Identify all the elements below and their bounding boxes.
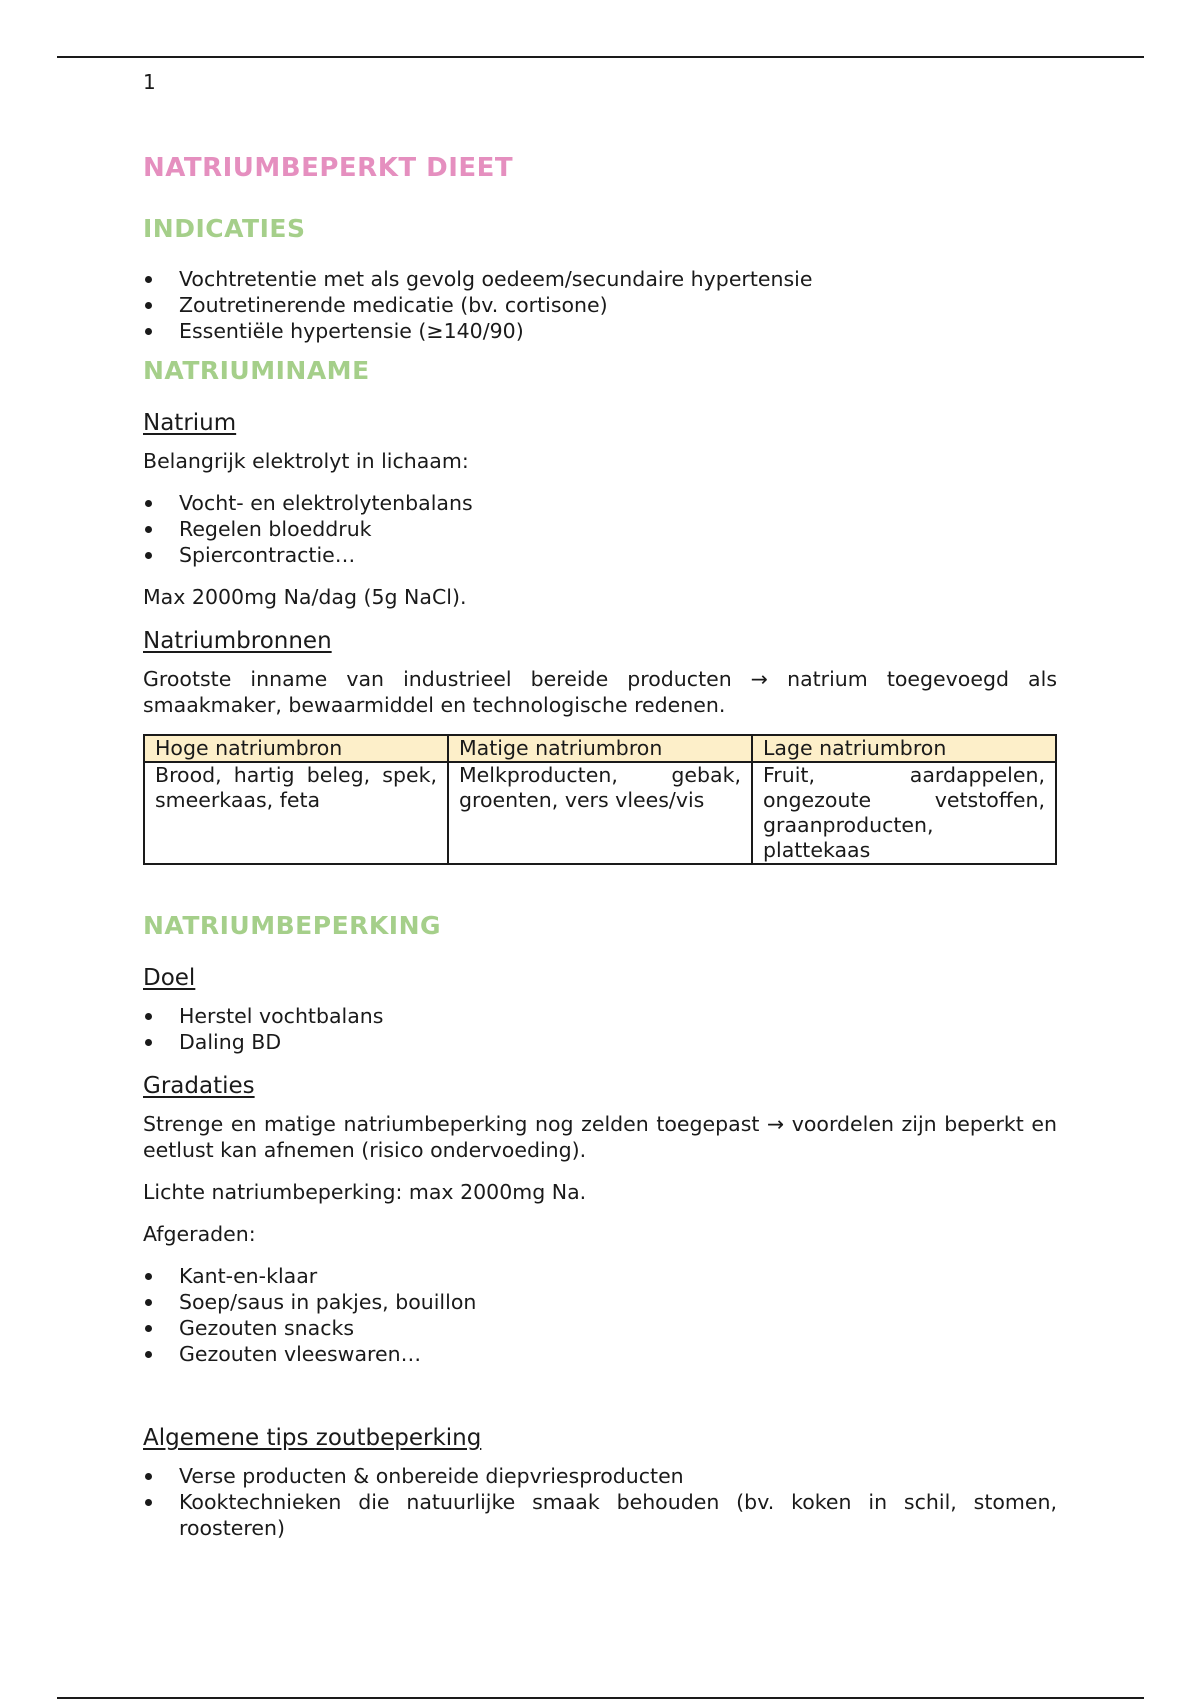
footer-rule xyxy=(57,1697,1144,1699)
tips-list xyxy=(143,1463,1057,1541)
subheading-gradaties: Gradaties xyxy=(143,1073,255,1099)
list-item: Gezouten vleeswaren… xyxy=(143,1341,1057,1367)
afgeraden-list xyxy=(143,1263,1057,1367)
list-item: Vochtretentie met als gevolg oedeem/secundaire hypertensie xyxy=(143,266,1057,292)
subheading-doel: Doel xyxy=(143,965,196,991)
list-item: Gezouten snacks xyxy=(143,1315,1057,1341)
list-item: Verse producten & onbereide diepvriesproducten xyxy=(143,1463,1057,1489)
subheading-natriumbronnen: Natriumbronnen xyxy=(143,628,332,654)
list-item: Regelen bloeddruk xyxy=(143,516,1057,542)
natrium-max: Max 2000mg Na/dag (5g NaCl). xyxy=(143,585,467,609)
list-item: Herstel vochtbalans xyxy=(143,1003,1057,1029)
table-cell-matig: Melkproducten, gebak, groenten, vers vlees/vis xyxy=(448,762,752,864)
natriumbronnen-table xyxy=(143,734,1057,865)
table-header-row xyxy=(144,735,1056,762)
list-item: Essentiële hypertensie (≥140/90) xyxy=(143,318,1057,344)
section-heading-indicaties: INDICATIES xyxy=(143,214,306,243)
indicaties-list xyxy=(143,266,1057,344)
table-header-laag: Lage natriumbron xyxy=(752,735,1056,762)
natriumbronnen-text: Grootste inname van industrieel bereide producten → natrium toegevoegd als smaakmaker, bewaarmiddel en technologische redenen. xyxy=(143,667,1057,717)
subheading-natrium: Natrium xyxy=(143,410,237,436)
gradaties-lichte: Lichte natriumbeperking: max 2000mg Na. xyxy=(143,1180,587,1204)
natrium-intro: Belangrijk elektrolyt in lichaam: xyxy=(143,449,469,473)
document-title: NATRIUMBEPERKT DIEET xyxy=(143,153,514,183)
list-item: Kant-en-klaar xyxy=(143,1263,1057,1289)
natrium-list xyxy=(143,490,1057,568)
list-item: Vocht- en elektrolytenbalans xyxy=(143,490,1057,516)
table-cell-laag: Fruit, aardappelen, ongezoute vetstoffen, graanproducten, plattekaas xyxy=(752,762,1056,864)
list-item: Soep/saus in pakjes, bouillon xyxy=(143,1289,1057,1315)
table-row xyxy=(144,762,1056,864)
doel-list xyxy=(143,1003,1057,1055)
table-cell-hoog: Brood, hartig beleg, spek, smeerkaas, feta xyxy=(144,762,448,864)
spacer xyxy=(143,1383,1057,1423)
list-item: Zoutretinerende medicatie (bv. cortisone) xyxy=(143,292,1057,318)
list-item: Spiercontractie… xyxy=(143,542,1057,568)
section-heading-natriumbeperking: NATRIUMBEPERKING xyxy=(143,911,442,940)
list-item: Kooktechnieken die natuurlijke smaak behouden (bv. koken in schil, stomen, roosteren) xyxy=(143,1489,1057,1541)
subheading-tips: Algemene tips zoutbeperking xyxy=(143,1425,482,1451)
document-body xyxy=(143,150,1057,1557)
header-rule xyxy=(57,56,1144,58)
page-number: 1 xyxy=(143,70,156,94)
table-header-matig: Matige natriumbron xyxy=(448,735,752,762)
section-heading-natriuminame: NATRIUMINAME xyxy=(143,356,370,385)
list-item: Daling BD xyxy=(143,1029,1057,1055)
table-header-hoog: Hoge natriumbron xyxy=(144,735,448,762)
gradaties-text: Strenge en matige natriumbeperking nog zelden toegepast → voordelen zijn beperkt en eetlust kan afnemen (risico ondervoeding). xyxy=(143,1112,1057,1162)
gradaties-afgeraden-label: Afgeraden: xyxy=(143,1222,256,1246)
